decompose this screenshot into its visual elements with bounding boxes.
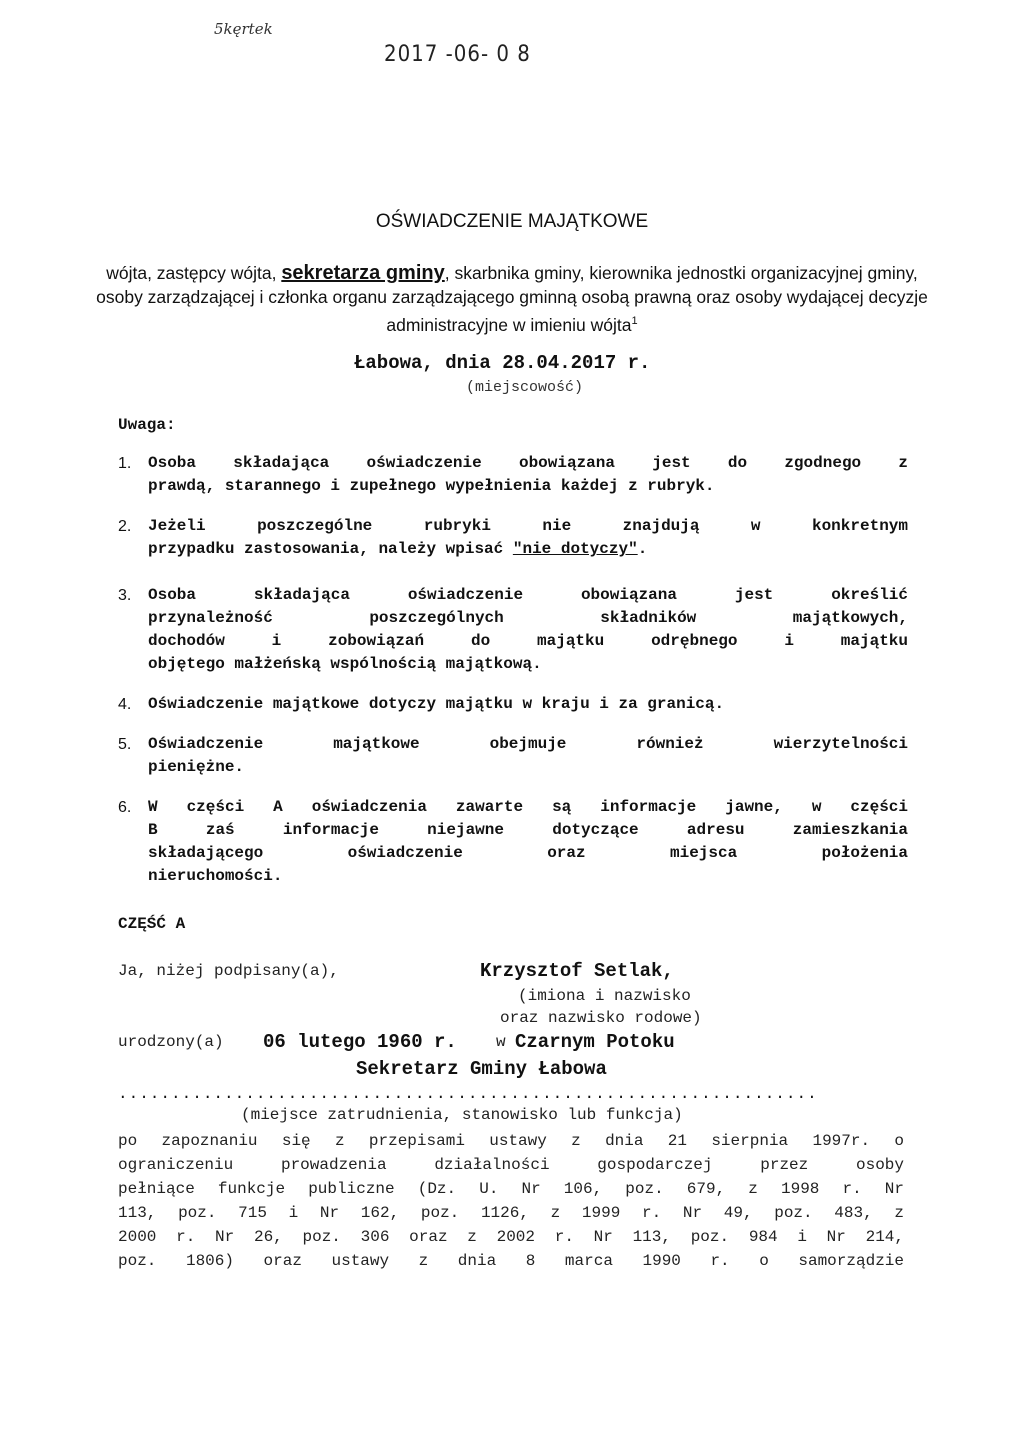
place-caption: (miejscowość) bbox=[466, 379, 584, 396]
legal-line: 113, poz. 715 i Nr 162, poz. 1126, z 1999 r. Nr 49, poz. 483, z bbox=[118, 1204, 904, 1222]
legal-basis-paragraph bbox=[118, 1129, 904, 1273]
legal-line: pełniące funkcje publiczne (Dz. U. Nr 106, poz. 679, z 1998 r. Nr bbox=[118, 1180, 904, 1198]
intro-text-after: , skarbnika gminy, kierownika jednostki organizacyjnej gminy, osoby zarządzającej i członka organu zarządzającego gminną osobą prawną oraz osoby wydającej decyzje administracyjne w imieniu wójta bbox=[96, 263, 928, 335]
note-line-quoted bbox=[148, 538, 908, 561]
note-number: 4. bbox=[118, 696, 132, 713]
footnote-marker: 1 bbox=[631, 315, 638, 327]
position-value: Sekretarz Gminy Łabowa bbox=[356, 1058, 607, 1080]
note-line: Osoba składająca oświadczenie obowiązana jest do zgodnego z bbox=[148, 454, 908, 472]
note-number: 2. bbox=[118, 518, 132, 535]
note-number: 1. bbox=[118, 455, 132, 472]
note-line: nieruchomości. bbox=[148, 867, 283, 885]
handwritten-annotation: 5kęrtek bbox=[214, 20, 273, 38]
intro-emphasis: sekretarza gminy bbox=[281, 262, 445, 284]
note-item bbox=[118, 515, 908, 561]
legal-line: ograniczeniu prowadzenia działalności gospodarczej przez osoby bbox=[118, 1156, 904, 1174]
note-number: 6. bbox=[118, 799, 132, 816]
note-line: przynależność poszczególnych składników majątkowych, bbox=[148, 609, 908, 627]
note-line: dochodów i zobowiązań do majątku odrębnego i majątku bbox=[148, 632, 908, 650]
note-line: Osoba składająca oświadczenie obowiązana jest określić bbox=[148, 586, 908, 604]
note-line: składającego oświadczenie oraz miejsca położenia bbox=[148, 844, 908, 862]
not-applicable-phrase: "nie dotyczy" bbox=[512, 540, 638, 558]
dotted-fill-line: .................................................................. bbox=[118, 1085, 818, 1103]
note-number: 5. bbox=[118, 736, 132, 753]
born-label: urodzony(a) bbox=[118, 1033, 224, 1051]
note-line: Oświadczenie majątkowe obejmuje również wierzytelności bbox=[148, 735, 908, 753]
intro-text-before: wójta, zastępcy wójta, bbox=[106, 263, 282, 283]
received-date-stamp: 2017 -06- 0 8 bbox=[384, 42, 531, 67]
document-subtitle bbox=[82, 261, 942, 337]
legal-line: po zapoznaniu się z przepisami ustawy z dnia 21 sierpnia 1997r. o bbox=[118, 1132, 904, 1150]
note-line: Jeżeli poszczególne rubryki nie znajdują w konkretnym bbox=[148, 517, 908, 535]
document-title: OŚWIADCZENIE MAJĄTKOWE bbox=[375, 211, 649, 232]
note-item bbox=[118, 584, 908, 676]
note-item bbox=[118, 693, 908, 716]
birth-place-prefix: w bbox=[496, 1033, 506, 1051]
legal-line: poz. 1806) oraz ustawy z dnia 8 marca 1990 r. o samorządzie bbox=[118, 1252, 904, 1270]
note-number: 3. bbox=[118, 587, 132, 604]
note-item bbox=[118, 733, 908, 779]
note-line: Oświadczenie majątkowe dotyczy majątku w kraju i za granicą. bbox=[148, 695, 725, 713]
birth-date-value: 06 lutego 1960 r. bbox=[263, 1031, 457, 1053]
signed-label: Ja, niżej podpisany(a), bbox=[118, 962, 339, 980]
note-line: objętego małżeńską wspólnością majątkową. bbox=[148, 655, 542, 673]
note-line: prawdą, starannego i zupełnego wypełnienia każdej z rubryk. bbox=[148, 477, 715, 495]
part-a-heading: CZĘŚĆ A bbox=[118, 915, 186, 933]
note-line: pieniężne. bbox=[148, 758, 245, 776]
place-date-value: Łabowa, dnia 28.04.2017 r. bbox=[354, 352, 651, 374]
note-line: W części A oświadczenia zawarte są informacje jawne, w części bbox=[148, 798, 908, 816]
notes-heading: Uwaga: bbox=[118, 416, 176, 434]
legal-line: 2000 r. Nr 26, poz. 306 oraz z 2002 r. Nr 113, poz. 984 i Nr 214, bbox=[118, 1228, 904, 1246]
note-line-start: przypadku zastosowania, należy wpisać bbox=[148, 540, 513, 558]
note-line-end: . bbox=[637, 540, 648, 558]
note-line: B zaś informacje niejawne dotyczące adresu zamieszkania bbox=[148, 821, 908, 839]
position-caption: (miejsce zatrudnienia, stanowisko lub funkcja) bbox=[241, 1106, 683, 1124]
name-caption-line2: oraz nazwisko rodowe) bbox=[500, 1009, 702, 1027]
note-item bbox=[118, 452, 908, 498]
birth-place-value: Czarnym Potoku bbox=[515, 1031, 675, 1053]
full-name-value: Krzysztof Setlak, bbox=[480, 960, 674, 982]
name-caption-line1: (imiona i nazwisko bbox=[518, 987, 691, 1005]
note-item bbox=[118, 796, 908, 888]
